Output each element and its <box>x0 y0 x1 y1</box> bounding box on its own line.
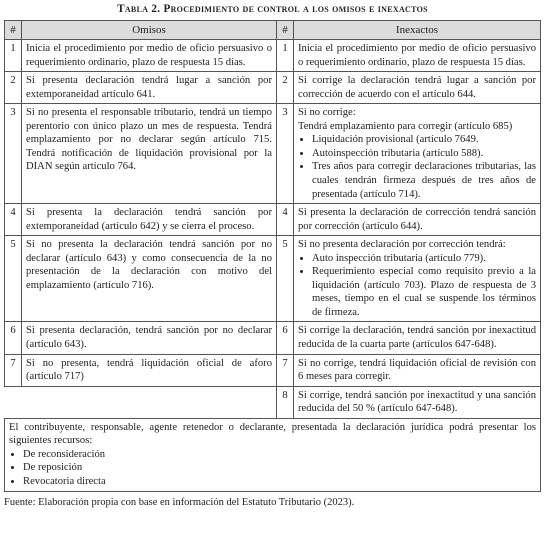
list-item: • De reposición <box>23 461 536 475</box>
row-number: 6 <box>277 322 294 354</box>
table-row <box>5 386 541 418</box>
row-number: 4 <box>5 204 22 236</box>
bullet-list <box>298 133 536 201</box>
bullet-list <box>298 252 536 320</box>
header-num-inexactos: # <box>277 21 294 40</box>
row-number: 5 <box>277 236 294 322</box>
table-row <box>5 104 541 204</box>
row-number: 1 <box>5 40 22 72</box>
row-number: 2 <box>5 72 22 104</box>
table-row <box>5 40 541 72</box>
inexactos-cell <box>294 236 541 322</box>
row-number: 2 <box>277 72 294 104</box>
table-row <box>5 354 541 386</box>
inexactos-cell: Si no corrige, tendrá liquidación oficial de revisión con 6 meses para corregir. <box>294 354 541 386</box>
table-row <box>5 204 541 236</box>
row-number: 6 <box>5 322 22 354</box>
list-item: • Tres años para corregir declaraciones tributarias, las cuales tendrán firmeza después de tres años de presentada (artículo 714). <box>312 160 536 201</box>
intro-line: Si no presenta declaración por corrección tendrá: <box>298 239 506 251</box>
omisos-cell: Inicia el procedimiento por medio de oficio persuasivo o requerimiento ordinario, plazo de respuesta 15 días. <box>22 40 277 72</box>
recursos-cell <box>5 418 541 492</box>
row-number: 7 <box>277 354 294 386</box>
control-procedure-table <box>4 20 541 492</box>
header-num-omisos: # <box>5 21 22 40</box>
recursos-text: El contribuyente, responsable, agente retenedor o declarante, presentada la declaración jurídica podrá presentar los siguientes recursos: <box>9 421 536 447</box>
omisos-cell: Si presenta declaración, tendrá sanción por no declarar (artículo 643). <box>22 322 277 354</box>
row-number: 3 <box>277 104 294 204</box>
row-number: 8 <box>277 386 294 418</box>
list-item: • Requerimiento especial como requisito previo a la liquidación (artículo 703). Plazo de respuesta de 3 meses, tiempo en el cual se suspende los términos de firmeza. <box>312 265 536 319</box>
omisos-cell: Si no presenta, tendrá liquidación oficial de aforo (artículo 717) <box>22 354 277 386</box>
inexactos-cell: Inicia el procedimiento por medio de oficio persuasivo o requerimiento ordinario, plazo de respuesta 15 días. <box>294 40 541 72</box>
table-row <box>5 72 541 104</box>
header-inexactos: Inexactos <box>294 21 541 40</box>
header-omisos: Omisos <box>22 21 277 40</box>
list-item: • Auto inspección tributaria (artículo 779). <box>312 252 536 266</box>
table-row <box>5 236 541 322</box>
omisos-cell: Si presenta la declaración tendrá sanción por extemporaneidad (artículo 642) y se cierra el proceso. <box>22 204 277 236</box>
inexactos-cell: Si corrige la declaración, tendrá sanción por inexactitud reducida de la cuarta parte (artículos 647-648). <box>294 322 541 354</box>
list-item: • Revocatoria directa <box>23 475 536 489</box>
row-number: 4 <box>277 204 294 236</box>
table-header-row <box>5 21 541 40</box>
row-number: 5 <box>5 236 22 322</box>
table-caption: Tabla 2. Procedimiento de control a los omisos e inexactos <box>117 3 428 15</box>
list-item: • Liquidación provisional (artículo 7649. <box>312 133 536 147</box>
list-item: • Autoinspección tributaria (artículo 588). <box>312 147 536 161</box>
closing-row <box>5 418 541 492</box>
source-note: Fuente: Elaboración propia con base en información del Estatuto Tributario (2023). <box>4 497 355 509</box>
list-item: • De reconsideración <box>23 448 536 462</box>
inexactos-cell: Si corrige la declaración tendrá lugar a sanción por corrección de acuerdo con el artículo 644. <box>294 72 541 104</box>
omisos-cell: Si presenta declaración tendrá lugar a sanción por extemporaneidad artículo 641. <box>22 72 277 104</box>
inexactos-cell <box>294 104 541 204</box>
omisos-cell: Si no presenta el responsable tributario, tendrá un tiempo perentorio con único plazo un mes de respuesta. Tendrá emplazamiento por no declarar según artículo 715. Tendrá notificación de liquidación provisional por la DIAN según artículo 764. <box>22 104 277 204</box>
omisos-cell: Si no presenta la declaración tendrá sanción por no declarar (artículo 643) y como consecuencia de la no presentación de la declaración con motivo del emplazamiento (artículo 716). <box>22 236 277 322</box>
row-number: 7 <box>5 354 22 386</box>
intro-line: Si no corrige: <box>298 107 356 119</box>
inexactos-cell: Si presenta la declaración de corrección tendrá sanción por corrección (artículo 644). <box>294 204 541 236</box>
empty-cell <box>5 386 277 418</box>
table-row <box>5 322 541 354</box>
intro-line: Tendrá emplazamiento para corregir (artículo 685) <box>298 120 513 132</box>
inexactos-cell: Si corrige, tendrá sanción por inexactitud y una sanción reducida del 50 % (artículo 647-648). <box>294 386 541 418</box>
recursos-list <box>9 448 536 489</box>
row-number: 1 <box>277 40 294 72</box>
row-number: 3 <box>5 104 22 204</box>
